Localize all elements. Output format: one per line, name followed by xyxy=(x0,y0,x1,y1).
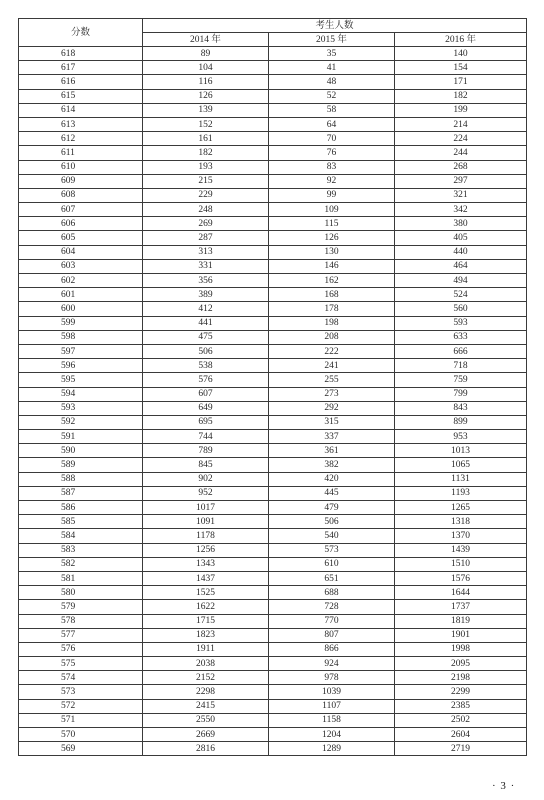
count-2015-cell: 506 xyxy=(269,515,395,529)
count-2016-cell: 2299 xyxy=(395,685,527,699)
table-row xyxy=(19,373,527,387)
count-2016-cell: 2719 xyxy=(395,742,527,756)
candidate-count-group-header: 考生人数 xyxy=(143,19,527,33)
table-row xyxy=(19,699,527,713)
score-cell: 618 xyxy=(19,47,143,61)
count-2016-cell: 268 xyxy=(395,160,527,174)
table-row xyxy=(19,103,527,117)
count-2014-cell: 1017 xyxy=(143,501,269,515)
count-2014-cell: 576 xyxy=(143,373,269,387)
count-2015-cell: 540 xyxy=(269,529,395,543)
table-row xyxy=(19,259,527,273)
table-row xyxy=(19,458,527,472)
score-cell: 589 xyxy=(19,458,143,472)
table-row xyxy=(19,274,527,288)
count-2014-cell: 89 xyxy=(143,47,269,61)
page-number: · 3 · xyxy=(492,780,516,792)
table-row xyxy=(19,515,527,529)
table-row xyxy=(19,529,527,543)
count-2016-cell: 1065 xyxy=(395,458,527,472)
count-2014-cell: 1525 xyxy=(143,586,269,600)
table-row xyxy=(19,401,527,415)
score-cell: 583 xyxy=(19,543,143,557)
count-2014-cell: 193 xyxy=(143,160,269,174)
count-2015-cell: 420 xyxy=(269,472,395,486)
score-cell: 615 xyxy=(19,89,143,103)
table-row xyxy=(19,117,527,131)
count-2014-cell: 2038 xyxy=(143,657,269,671)
score-cell: 595 xyxy=(19,373,143,387)
table-body xyxy=(19,47,527,756)
count-2015-cell: 866 xyxy=(269,642,395,656)
year-header-2016: 2016 年 xyxy=(395,33,527,47)
score-cell: 597 xyxy=(19,344,143,358)
count-2014-cell: 116 xyxy=(143,75,269,89)
count-2016-cell: 297 xyxy=(395,174,527,188)
count-2015-cell: 688 xyxy=(269,586,395,600)
count-2014-cell: 1178 xyxy=(143,529,269,543)
count-2014-cell: 356 xyxy=(143,274,269,288)
count-2016-cell: 1737 xyxy=(395,600,527,614)
table-row xyxy=(19,288,527,302)
count-2015-cell: 807 xyxy=(269,628,395,642)
count-2015-cell: 1204 xyxy=(269,728,395,742)
score-cell: 577 xyxy=(19,628,143,642)
table-row xyxy=(19,571,527,585)
count-2014-cell: 695 xyxy=(143,415,269,429)
count-2014-cell: 389 xyxy=(143,288,269,302)
table-row xyxy=(19,387,527,401)
count-2014-cell: 744 xyxy=(143,430,269,444)
score-cell: 587 xyxy=(19,486,143,500)
count-2015-cell: 445 xyxy=(269,486,395,500)
count-2014-cell: 215 xyxy=(143,174,269,188)
count-2016-cell: 2502 xyxy=(395,713,527,727)
score-cell: 608 xyxy=(19,188,143,202)
score-cell: 584 xyxy=(19,529,143,543)
count-2015-cell: 728 xyxy=(269,600,395,614)
count-2014-cell: 607 xyxy=(143,387,269,401)
count-2016-cell: 1318 xyxy=(395,515,527,529)
score-cell: 606 xyxy=(19,217,143,231)
score-cell: 588 xyxy=(19,472,143,486)
table-row xyxy=(19,160,527,174)
count-2015-cell: 382 xyxy=(269,458,395,472)
count-2014-cell: 1911 xyxy=(143,642,269,656)
count-2014-cell: 126 xyxy=(143,89,269,103)
count-2016-cell: 1265 xyxy=(395,501,527,515)
count-2014-cell: 845 xyxy=(143,458,269,472)
score-cell: 579 xyxy=(19,600,143,614)
score-cell: 578 xyxy=(19,614,143,628)
count-2015-cell: 208 xyxy=(269,330,395,344)
count-2015-cell: 162 xyxy=(269,274,395,288)
count-2015-cell: 1107 xyxy=(269,699,395,713)
count-2016-cell: 1576 xyxy=(395,571,527,585)
score-cell: 613 xyxy=(19,117,143,131)
count-2016-cell: 524 xyxy=(395,288,527,302)
score-cell: 582 xyxy=(19,557,143,571)
count-2015-cell: 1158 xyxy=(269,713,395,727)
score-cell: 575 xyxy=(19,657,143,671)
score-cell: 599 xyxy=(19,316,143,330)
count-2016-cell: 593 xyxy=(395,316,527,330)
table-row xyxy=(19,657,527,671)
score-cell: 602 xyxy=(19,274,143,288)
count-2015-cell: 126 xyxy=(269,231,395,245)
table-row xyxy=(19,146,527,160)
count-2015-cell: 178 xyxy=(269,302,395,316)
count-2016-cell: 1644 xyxy=(395,586,527,600)
count-2016-cell: 321 xyxy=(395,188,527,202)
table-row xyxy=(19,614,527,628)
count-2015-cell: 99 xyxy=(269,188,395,202)
count-2015-cell: 255 xyxy=(269,373,395,387)
count-2014-cell: 161 xyxy=(143,132,269,146)
count-2014-cell: 1622 xyxy=(143,600,269,614)
count-2015-cell: 41 xyxy=(269,61,395,75)
score-distribution-table xyxy=(18,18,527,756)
count-2016-cell: 440 xyxy=(395,245,527,259)
count-2016-cell: 759 xyxy=(395,373,527,387)
score-cell: 594 xyxy=(19,387,143,401)
count-2016-cell: 1998 xyxy=(395,642,527,656)
count-2015-cell: 48 xyxy=(269,75,395,89)
count-2014-cell: 412 xyxy=(143,302,269,316)
count-2014-cell: 2298 xyxy=(143,685,269,699)
count-2016-cell: 464 xyxy=(395,259,527,273)
table-row xyxy=(19,344,527,358)
score-cell: 603 xyxy=(19,259,143,273)
count-2015-cell: 58 xyxy=(269,103,395,117)
count-2015-cell: 76 xyxy=(269,146,395,160)
table-row xyxy=(19,316,527,330)
count-2014-cell: 269 xyxy=(143,217,269,231)
count-2016-cell: 224 xyxy=(395,132,527,146)
count-2016-cell: 342 xyxy=(395,203,527,217)
table-row xyxy=(19,600,527,614)
count-2015-cell: 52 xyxy=(269,89,395,103)
count-2016-cell: 244 xyxy=(395,146,527,160)
score-cell: 604 xyxy=(19,245,143,259)
count-2015-cell: 924 xyxy=(269,657,395,671)
count-2015-cell: 92 xyxy=(269,174,395,188)
count-2016-cell: 199 xyxy=(395,103,527,117)
table-header xyxy=(19,19,527,47)
count-2016-cell: 1193 xyxy=(395,486,527,500)
table-row xyxy=(19,302,527,316)
table-row xyxy=(19,486,527,500)
count-2014-cell: 441 xyxy=(143,316,269,330)
count-2015-cell: 315 xyxy=(269,415,395,429)
count-2016-cell: 171 xyxy=(395,75,527,89)
table-row xyxy=(19,713,527,727)
count-2016-cell: 718 xyxy=(395,359,527,373)
count-2016-cell: 899 xyxy=(395,415,527,429)
score-cell: 592 xyxy=(19,415,143,429)
score-cell: 572 xyxy=(19,699,143,713)
count-2015-cell: 198 xyxy=(269,316,395,330)
score-cell: 600 xyxy=(19,302,143,316)
table-row xyxy=(19,728,527,742)
count-2016-cell: 2198 xyxy=(395,671,527,685)
count-2016-cell: 2604 xyxy=(395,728,527,742)
score-cell: 605 xyxy=(19,231,143,245)
count-2014-cell: 1091 xyxy=(143,515,269,529)
count-2014-cell: 2669 xyxy=(143,728,269,742)
table-row xyxy=(19,742,527,756)
score-cell: 571 xyxy=(19,713,143,727)
score-cell: 585 xyxy=(19,515,143,529)
count-2015-cell: 610 xyxy=(269,557,395,571)
count-2015-cell: 273 xyxy=(269,387,395,401)
table-row xyxy=(19,174,527,188)
count-2014-cell: 538 xyxy=(143,359,269,373)
count-2015-cell: 978 xyxy=(269,671,395,685)
count-2016-cell: 1013 xyxy=(395,444,527,458)
count-2014-cell: 2816 xyxy=(143,742,269,756)
count-2015-cell: 573 xyxy=(269,543,395,557)
count-2014-cell: 2415 xyxy=(143,699,269,713)
count-2014-cell: 2550 xyxy=(143,713,269,727)
count-2016-cell: 140 xyxy=(395,47,527,61)
count-2016-cell: 2385 xyxy=(395,699,527,713)
table-row xyxy=(19,203,527,217)
table-row xyxy=(19,188,527,202)
score-cell: 616 xyxy=(19,75,143,89)
score-cell: 593 xyxy=(19,401,143,415)
score-cell: 617 xyxy=(19,61,143,75)
count-2014-cell: 1715 xyxy=(143,614,269,628)
count-2016-cell: 1131 xyxy=(395,472,527,486)
table-row xyxy=(19,359,527,373)
score-cell: 596 xyxy=(19,359,143,373)
count-2015-cell: 222 xyxy=(269,344,395,358)
count-2016-cell: 953 xyxy=(395,430,527,444)
count-2014-cell: 649 xyxy=(143,401,269,415)
count-2015-cell: 770 xyxy=(269,614,395,628)
count-2014-cell: 104 xyxy=(143,61,269,75)
table-row xyxy=(19,671,527,685)
score-cell: 573 xyxy=(19,685,143,699)
score-cell: 601 xyxy=(19,288,143,302)
count-2014-cell: 506 xyxy=(143,344,269,358)
table-row xyxy=(19,557,527,571)
count-2014-cell: 1256 xyxy=(143,543,269,557)
count-2016-cell: 405 xyxy=(395,231,527,245)
count-2014-cell: 313 xyxy=(143,245,269,259)
score-cell: 576 xyxy=(19,642,143,656)
count-2014-cell: 2152 xyxy=(143,671,269,685)
score-cell: 612 xyxy=(19,132,143,146)
table-row xyxy=(19,132,527,146)
table-row xyxy=(19,231,527,245)
score-cell: 586 xyxy=(19,501,143,515)
year-header-2014: 2014 年 xyxy=(143,33,269,47)
score-cell: 591 xyxy=(19,430,143,444)
table-row xyxy=(19,444,527,458)
table-row xyxy=(19,685,527,699)
table-row xyxy=(19,642,527,656)
table-row xyxy=(19,430,527,444)
count-2014-cell: 1437 xyxy=(143,571,269,585)
count-2016-cell: 494 xyxy=(395,274,527,288)
table-row xyxy=(19,330,527,344)
count-2016-cell: 182 xyxy=(395,89,527,103)
count-2015-cell: 651 xyxy=(269,571,395,585)
count-2014-cell: 789 xyxy=(143,444,269,458)
count-2015-cell: 109 xyxy=(269,203,395,217)
count-2016-cell: 1901 xyxy=(395,628,527,642)
table-row xyxy=(19,586,527,600)
count-2015-cell: 1289 xyxy=(269,742,395,756)
score-cell: 570 xyxy=(19,728,143,742)
count-2016-cell: 380 xyxy=(395,217,527,231)
count-2015-cell: 64 xyxy=(269,117,395,131)
count-2014-cell: 287 xyxy=(143,231,269,245)
score-cell: 598 xyxy=(19,330,143,344)
score-cell: 610 xyxy=(19,160,143,174)
count-2015-cell: 361 xyxy=(269,444,395,458)
score-cell: 614 xyxy=(19,103,143,117)
count-2016-cell: 560 xyxy=(395,302,527,316)
score-cell: 607 xyxy=(19,203,143,217)
score-cell: 580 xyxy=(19,586,143,600)
count-2016-cell: 843 xyxy=(395,401,527,415)
count-2015-cell: 241 xyxy=(269,359,395,373)
count-2016-cell: 666 xyxy=(395,344,527,358)
table-row xyxy=(19,415,527,429)
count-2016-cell: 1819 xyxy=(395,614,527,628)
score-cell: 569 xyxy=(19,742,143,756)
count-2014-cell: 139 xyxy=(143,103,269,117)
count-2015-cell: 479 xyxy=(269,501,395,515)
count-2016-cell: 633 xyxy=(395,330,527,344)
count-2014-cell: 248 xyxy=(143,203,269,217)
count-2015-cell: 130 xyxy=(269,245,395,259)
count-2016-cell: 1439 xyxy=(395,543,527,557)
table-row xyxy=(19,245,527,259)
count-2015-cell: 83 xyxy=(269,160,395,174)
table-row xyxy=(19,628,527,642)
table-row xyxy=(19,89,527,103)
table-row xyxy=(19,472,527,486)
count-2016-cell: 1370 xyxy=(395,529,527,543)
year-header-2015: 2015 年 xyxy=(269,33,395,47)
count-2015-cell: 115 xyxy=(269,217,395,231)
count-2015-cell: 337 xyxy=(269,430,395,444)
count-2015-cell: 146 xyxy=(269,259,395,273)
score-cell: 574 xyxy=(19,671,143,685)
count-2016-cell: 1510 xyxy=(395,557,527,571)
count-2014-cell: 229 xyxy=(143,188,269,202)
count-2014-cell: 902 xyxy=(143,472,269,486)
table-row xyxy=(19,543,527,557)
score-cell: 581 xyxy=(19,571,143,585)
count-2015-cell: 70 xyxy=(269,132,395,146)
count-2014-cell: 152 xyxy=(143,117,269,131)
table-row xyxy=(19,501,527,515)
count-2015-cell: 35 xyxy=(269,47,395,61)
table-row xyxy=(19,61,527,75)
score-column-header: 分数 xyxy=(19,19,143,47)
table-row xyxy=(19,47,527,61)
count-2016-cell: 2095 xyxy=(395,657,527,671)
count-2016-cell: 154 xyxy=(395,61,527,75)
count-2015-cell: 168 xyxy=(269,288,395,302)
table-row xyxy=(19,75,527,89)
count-2014-cell: 952 xyxy=(143,486,269,500)
count-2016-cell: 799 xyxy=(395,387,527,401)
score-cell: 609 xyxy=(19,174,143,188)
count-2015-cell: 292 xyxy=(269,401,395,415)
score-cell: 611 xyxy=(19,146,143,160)
count-2014-cell: 475 xyxy=(143,330,269,344)
count-2014-cell: 331 xyxy=(143,259,269,273)
count-2014-cell: 1343 xyxy=(143,557,269,571)
count-2016-cell: 214 xyxy=(395,117,527,131)
score-cell: 590 xyxy=(19,444,143,458)
count-2014-cell: 182 xyxy=(143,146,269,160)
table-row xyxy=(19,217,527,231)
count-2015-cell: 1039 xyxy=(269,685,395,699)
count-2014-cell: 1823 xyxy=(143,628,269,642)
